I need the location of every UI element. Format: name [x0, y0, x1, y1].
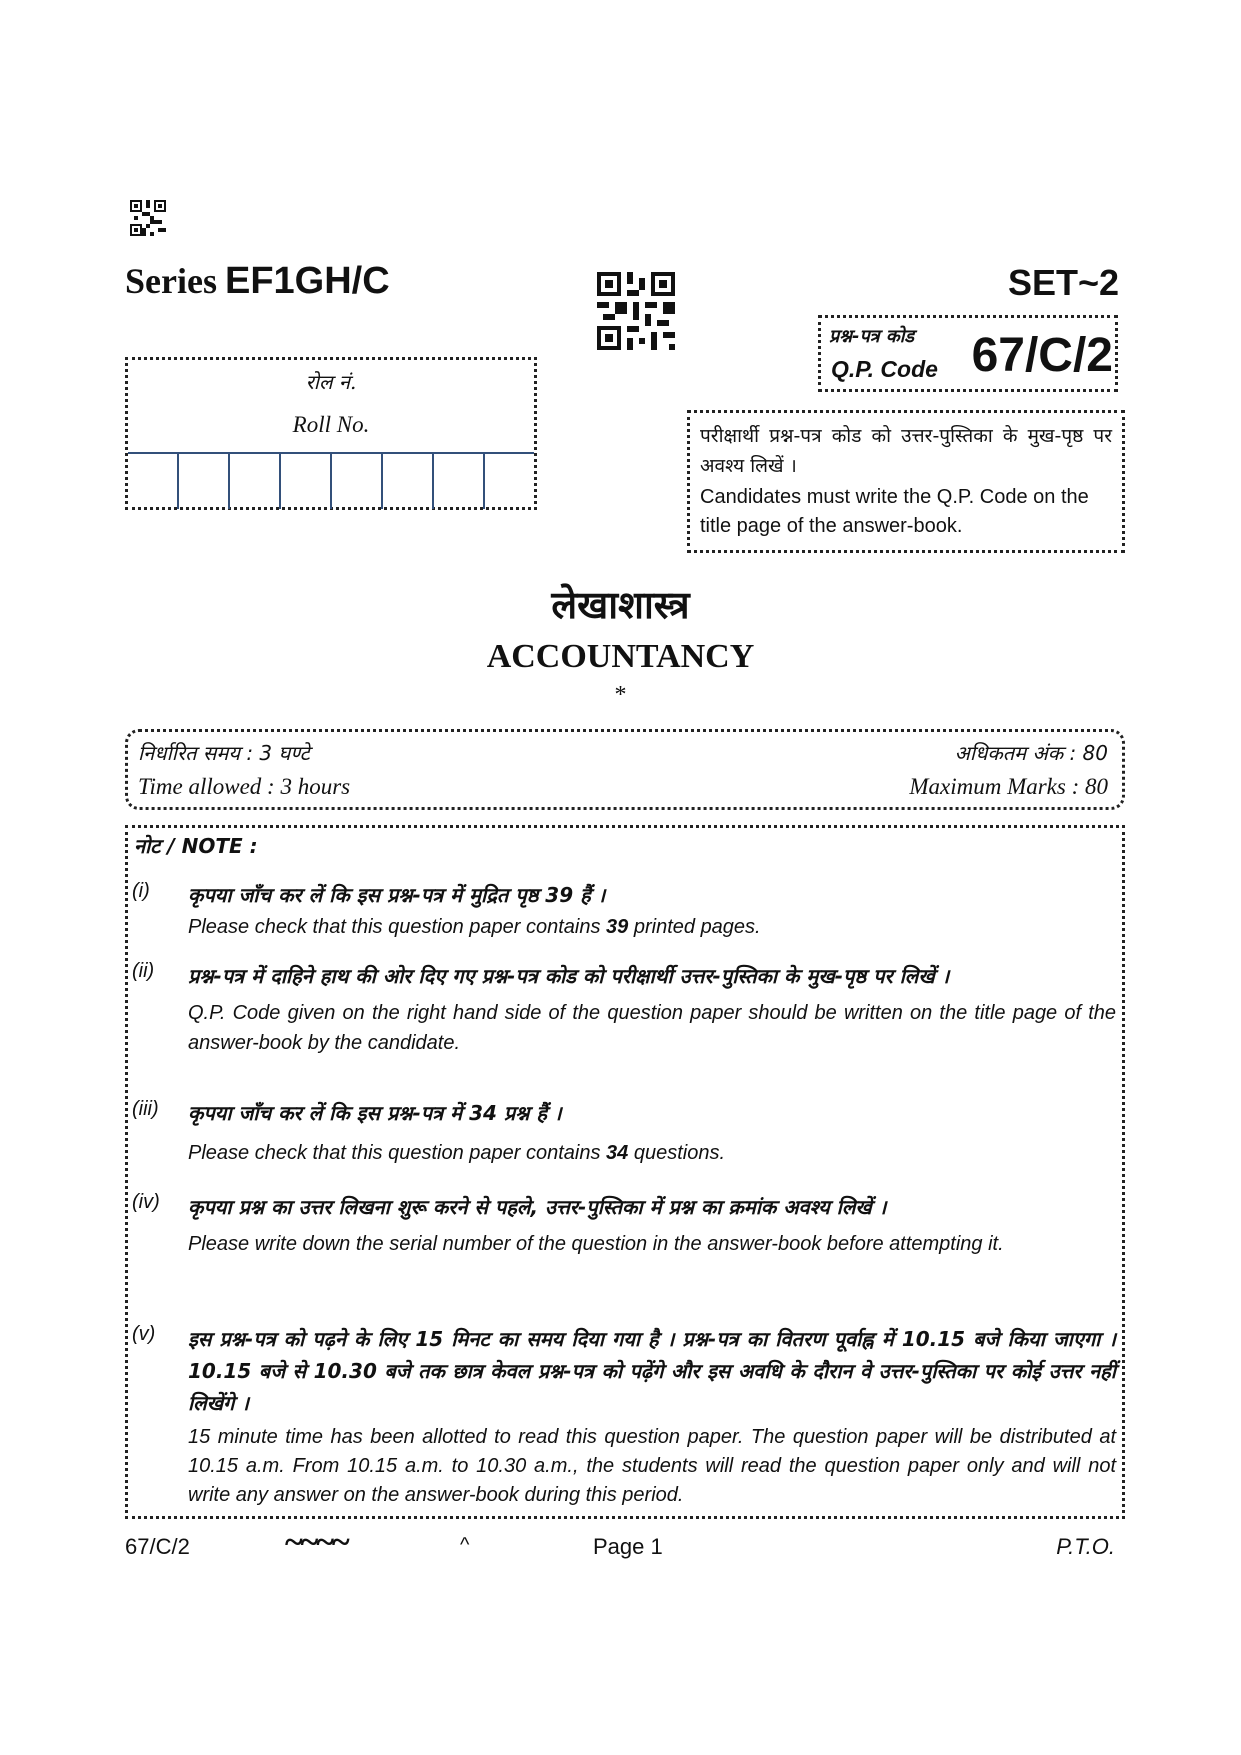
- note-item: [128, 1323, 1122, 1510]
- note-english: 15 minute time has been allotted to read this question paper. The question paper will be distributed at 10.15 a.m. From 10.15 a.m. to 10.30 a.m., the students will read the question paper only and will not write any answer on the answer-book during this period.: [188, 1426, 1116, 1506]
- footer: [125, 1524, 1125, 1570]
- note-english: Please check that this question paper contains 39 printed pages.: [188, 916, 761, 938]
- instruction-english: Candidates must write the Q.P. Code on the title page of the answer-book.: [700, 486, 1089, 537]
- note-english: Please check that this question paper contains 34 questions.: [188, 1142, 726, 1164]
- note-box: [125, 825, 1125, 1519]
- qr-code-small: [130, 200, 166, 236]
- roll-cell[interactable]: [281, 454, 332, 509]
- subject-title-hindi: लेखाशास्त्र: [551, 583, 690, 627]
- max-marks: Maximum Marks : 80: [909, 774, 1108, 799]
- title-asterisk: *: [614, 682, 627, 708]
- footer-qp-code: 67/C/2: [125, 1534, 190, 1559]
- note-number: (iv): [132, 1191, 160, 1213]
- qp-code-box: [818, 315, 1118, 392]
- series-label: Series: [125, 261, 217, 301]
- note-hindi: कृपया जाँच कर लें कि इस प्रश्न-पत्र में मुद्रित पृष्ठ 39 हैं ।: [188, 883, 606, 907]
- qp-code-instruction-box: [687, 410, 1125, 553]
- footer-squiggle: ~~~~: [285, 1524, 348, 1561]
- note-number: (v): [132, 1323, 156, 1345]
- pto-label: P.T.O.: [1056, 1534, 1115, 1559]
- qp-code-value: 67/C/2: [971, 329, 1113, 382]
- note-english: Q.P. Code given on the right hand side of the question paper should be written on the title page of the answer-book by the candidate.: [188, 1002, 1116, 1054]
- roll-number-cells: [128, 452, 534, 509]
- qp-code-hindi: प्रश्न-पत्र कोड: [829, 326, 914, 347]
- qp-code-label: Q.P. Code: [831, 356, 938, 382]
- qr-code: [597, 272, 675, 350]
- note-english: Please write down the serial number of the question in the answer-book before attempting it.: [188, 1233, 1004, 1255]
- roll-cell[interactable]: [383, 454, 434, 509]
- note-item: [128, 880, 1122, 942]
- roll-number-label: Roll No.: [292, 412, 370, 437]
- roll-cell[interactable]: [179, 454, 230, 509]
- page-number: Page 1: [593, 1534, 663, 1559]
- instruction-hindi: परीक्षार्थी प्रश्न-पत्र कोड को उत्तर-पुस्तिका के मुख-पृष्ठ पर अवश्य लिखें ।: [700, 425, 1112, 477]
- note-heading: नोट / NOTE :: [134, 834, 258, 858]
- series-line: [125, 260, 390, 303]
- time-allowed-hindi: निर्धारित समय : 3 घण्टे: [138, 741, 310, 765]
- max-marks-hindi: अधिकतम अंक : 80: [954, 741, 1108, 765]
- note-item: [128, 1098, 1122, 1168]
- note-hindi: प्रश्न-पत्र में दाहिने हाथ की ओर दिए गए प्रश्न-पत्र कोड को परीक्षार्थी उत्तर-पुस्तिका के मुख-पृष्ठ पर लिखें ।: [188, 964, 950, 988]
- roll-cell[interactable]: [128, 454, 179, 509]
- note-number: (iii): [132, 1098, 159, 1120]
- footer-caret: ^: [460, 1534, 470, 1556]
- note-item: [128, 1191, 1122, 1259]
- note-hindi: कृपया प्रश्न का उत्तर लिखना शुरू करने से पहले, उत्तर-पुस्तिका में प्रश्न का क्रमांक अवश्य लिखें ।: [188, 1195, 887, 1219]
- roll-cell[interactable]: [230, 454, 281, 509]
- roll-cell[interactable]: [485, 454, 534, 509]
- roll-cell[interactable]: [434, 454, 485, 509]
- roll-number-hindi-label: रोल नं.: [305, 370, 357, 394]
- time-marks-box: [125, 729, 1125, 810]
- subject-title: ACCOUNTANCY: [486, 638, 755, 675]
- roll-cell[interactable]: [332, 454, 383, 509]
- note-number: (i): [132, 880, 150, 902]
- note-hindi: इस प्रश्न-पत्र को पढ़ने के लिए 15 मिनट का समय दिया गया है । प्रश्न-पत्र का वितरण पूर्वाह्न में 10.15 बजे किया जाएगा । 10.15 बजे से 10.30 बजे तक छात्र केवल प्रश्न-पत्र को पढ़ेंगे और इस अवधि के दौरान वे उत्तर-पुस्तिका पर कोई उत्तर नहीं लिखेंगे ।: [188, 1327, 1116, 1415]
- note-number: (ii): [132, 960, 155, 982]
- series-code: EF1GH/C: [224, 260, 390, 302]
- set-label: SET~2: [1007, 262, 1119, 303]
- note-hindi: कृपया जाँच कर लें कि इस प्रश्न-पत्र में 34 प्रश्न हैं ।: [188, 1101, 562, 1125]
- roll-number-box: [125, 357, 537, 510]
- time-allowed: Time allowed : 3 hours: [138, 774, 351, 799]
- note-item: [128, 960, 1122, 1058]
